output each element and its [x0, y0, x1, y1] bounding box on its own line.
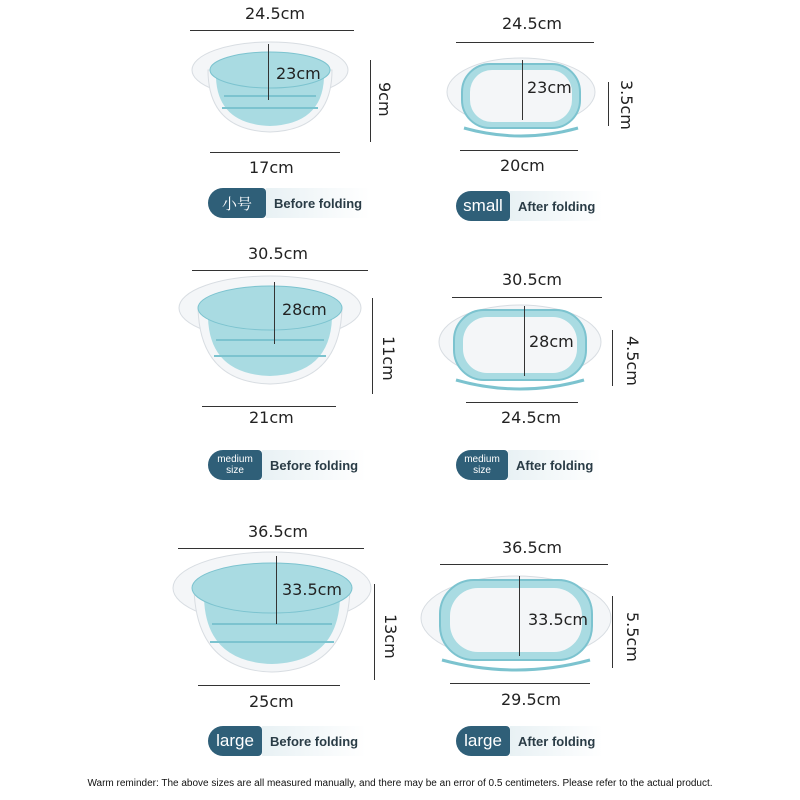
height-label: 4.5cm	[623, 336, 642, 386]
inner-measure-line	[522, 60, 523, 120]
top-width-line	[456, 42, 594, 43]
basin-icon	[172, 550, 372, 680]
top-width-label: 24.5cm	[502, 14, 563, 33]
size-pill	[208, 450, 262, 480]
state-label: After folding	[508, 450, 601, 480]
inner-width-label: 28cm	[282, 300, 327, 319]
top-width-label: 24.5cm	[245, 4, 306, 23]
size-pill: small	[456, 191, 510, 221]
top-width-label: 36.5cm	[502, 538, 563, 557]
size-tag	[208, 726, 366, 756]
size-tag	[456, 726, 603, 756]
bottom-width-line	[202, 406, 336, 407]
inner-width-label: 33.5cm	[282, 580, 343, 599]
size-pill: large	[208, 726, 262, 756]
state-label: Before folding	[266, 188, 370, 218]
inner-measure-line	[268, 44, 269, 100]
top-width-line	[452, 297, 602, 298]
height-line	[372, 298, 373, 394]
size-tag	[208, 450, 366, 480]
top-width-line	[440, 564, 608, 565]
size-pill	[456, 450, 508, 480]
top-width-label: 36.5cm	[248, 522, 309, 541]
height-label: 5.5cm	[623, 612, 642, 662]
inner-width-label: 23cm	[527, 78, 572, 97]
inner-measure-line	[519, 576, 520, 656]
size-pill: large	[456, 726, 510, 756]
folded-basin-icon	[438, 302, 602, 394]
bottom-width-label: 29.5cm	[501, 690, 562, 709]
bottom-width-line	[198, 685, 340, 686]
inner-width-label: 28cm	[529, 332, 574, 351]
bottom-width-label: 25cm	[249, 692, 294, 711]
height-label: 11cm	[379, 336, 398, 381]
size-tag	[456, 450, 601, 480]
height-line	[374, 584, 375, 680]
bottom-width-label: 21cm	[249, 408, 294, 427]
size-pill-line1: medium	[217, 454, 253, 465]
inner-measure-line	[274, 282, 275, 344]
top-width-line	[192, 270, 368, 271]
inner-measure-line	[276, 556, 277, 624]
bottom-width-label: 17cm	[249, 158, 294, 177]
size-pill: 小号	[208, 188, 266, 218]
bottom-width-label: 24.5cm	[501, 408, 562, 427]
top-width-label: 30.5cm	[248, 244, 309, 263]
folded-basin-icon	[446, 54, 596, 140]
height-label: 13cm	[381, 614, 400, 659]
basin-icon	[178, 274, 362, 392]
bottom-width-line	[450, 683, 590, 684]
height-line	[612, 596, 613, 668]
warm-reminder-footer: Warm reminder: The above sizes are all measured manually, and there may be an error of 0.5 centimeters. Please refer to the actual product.	[87, 778, 713, 789]
size-tag	[208, 188, 370, 218]
size-pill-line1: medium	[464, 454, 500, 465]
inner-width-label: 33.5cm	[528, 610, 589, 629]
top-width-line	[190, 30, 354, 31]
inner-measure-line	[524, 306, 525, 376]
height-label: 9cm	[375, 82, 394, 117]
state-label: After folding	[510, 191, 603, 221]
bottom-width-label: 20cm	[500, 156, 545, 175]
state-label: Before folding	[262, 450, 366, 480]
basin-icon	[190, 40, 350, 140]
top-width-label: 30.5cm	[502, 270, 563, 289]
height-line	[608, 82, 609, 126]
height-line	[370, 60, 371, 142]
inner-width-label: 23cm	[276, 64, 321, 83]
size-tag	[456, 191, 603, 221]
size-pill-line2: size	[226, 465, 244, 476]
top-width-line	[178, 548, 364, 549]
state-label: After folding	[510, 726, 603, 756]
size-pill-line2: size	[473, 465, 491, 476]
height-label: 3.5cm	[617, 80, 636, 130]
bottom-width-line	[460, 150, 578, 151]
bottom-width-line	[210, 152, 340, 153]
bottom-width-line	[466, 402, 578, 403]
height-line	[612, 330, 613, 386]
state-label: Before folding	[262, 726, 366, 756]
